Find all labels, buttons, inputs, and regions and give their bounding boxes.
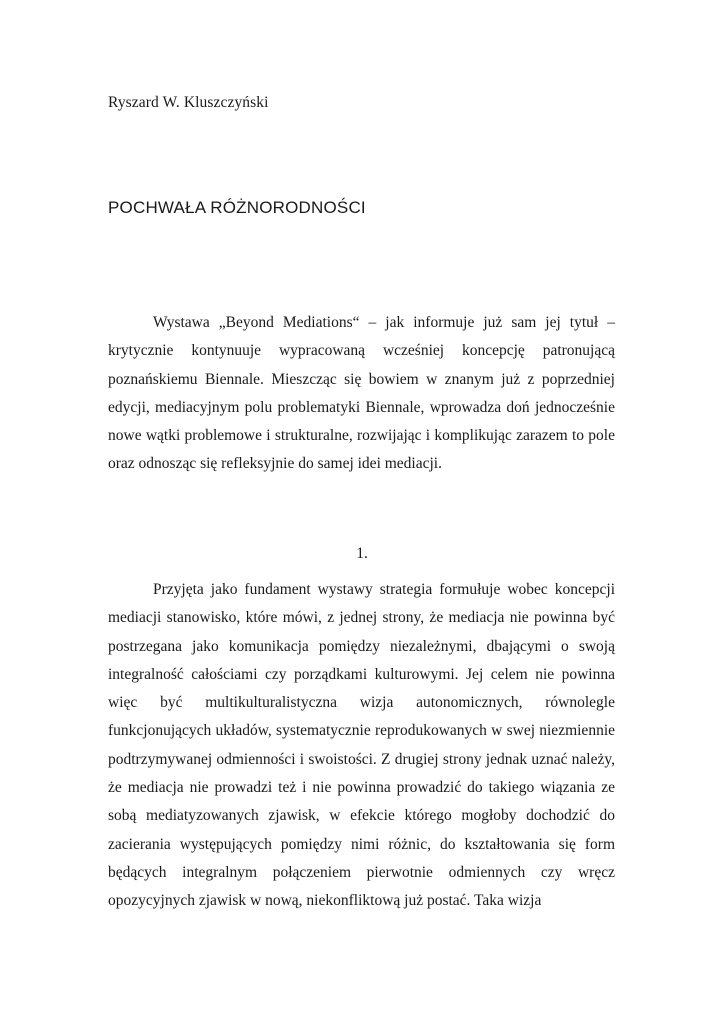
article-title: POCHWAŁA RÓŻNORODNOŚCI (108, 198, 366, 217)
author-name: Ryszard W. Kluszczyński (108, 94, 269, 111)
section-number: 1. (356, 545, 368, 562)
body-paragraph-section-1 (108, 576, 615, 916)
body-paragraph-intro (108, 309, 615, 479)
paragraph-text: Przyjęta jako fundament wystawy strategia formułuje wobec koncepcji mediacji stanowisko, które mówi, z jednej strony, że mediacja nie powinna być postrzegana jako komunikacja pomiędzy niezależnymi, dbającymi o swoją integralność całościami czy porządkami kulturowymi. Jej celem nie powinna więc być multikulturalistyczna wizja autonomicznych, równolegle funkcjonujących układów, systematycznie reprodukowanych w swej niezmiennie podtrzymywanej odmienności i swoistości. Z drugiej strony jednak uznać należy, że mediacja nie prowadzi też i nie powinna prowadzić do takiego wiązania ze sobą mediatyzowanych zjawisk, w efekcie którego mogłoby dochodzić do zacierania występujących pomiędzy nimi różnic, do kształtowania się form będących integralnym połączeniem pierwotnie odmiennych czy wręcz opozycyjnych zjawisk w nową, niekonfliktową już postać. Taka wizja (108, 581, 615, 910)
paragraph-text: Wystawa „Beyond Mediations“ – jak informuje już sam jej tytuł – krytycznie kontynuuje wypracowaną wcześniej koncepcję patronującą poznańskiemu Biennale. Mieszcząc się bowiem w znanym już z poprzedniej edycji, mediacyjnym polu problematyki Biennale, wprowadza doń jednocześnie nowe wątki problemowe i strukturalne, rozwijając i komplikując zarazem to pole oraz odnosząc się refleksyjnie do samej idei mediacji. (108, 314, 615, 473)
